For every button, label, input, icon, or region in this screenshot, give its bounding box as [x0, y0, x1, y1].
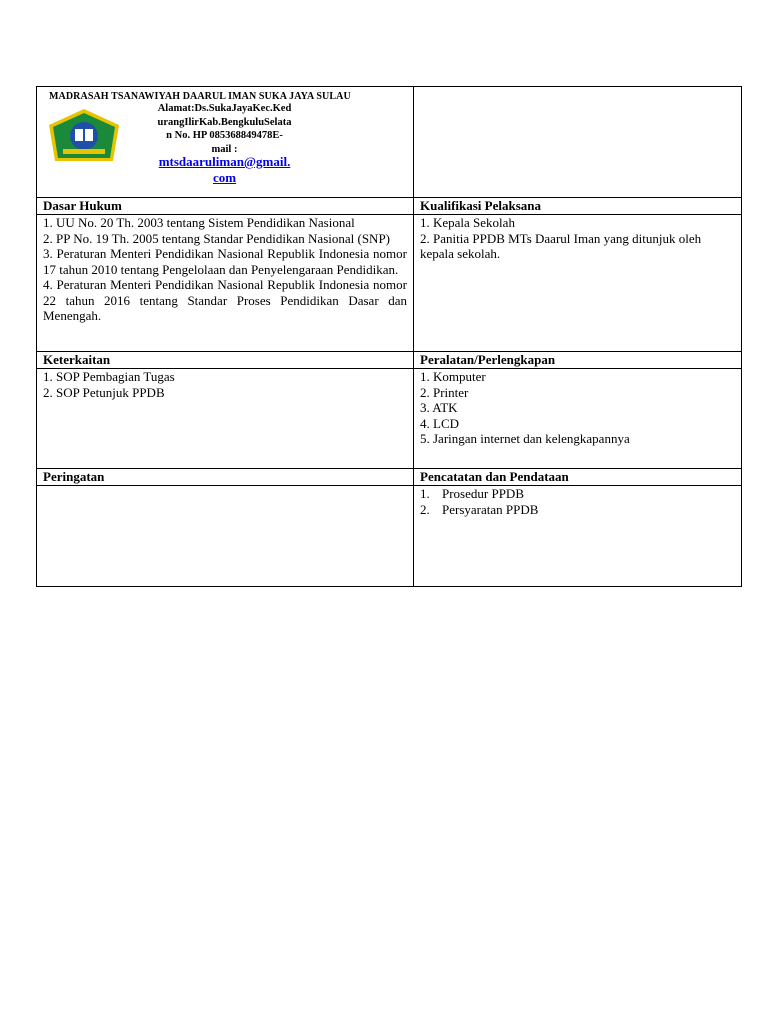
address-line: n No. HP 085368849478E-	[166, 130, 283, 141]
list-item: 1. Kepala Sekolah	[420, 215, 515, 230]
pencatatan-title: Pencatatan dan Pendataan	[414, 469, 742, 486]
dasar-hukum-title: Dasar Hukum	[37, 198, 414, 215]
keterkaitan-list	[37, 369, 414, 469]
list-number: 1.	[420, 486, 430, 501]
list-item: 1. SOP Pembagian Tugas	[43, 369, 175, 384]
list-item: 3. Peraturan Menteri Pendidikan Nasional Republik Indonesia nomor 17 tahun 2010 tentang Pengelolaan dan Penyelengaraan Pendidikan.	[43, 246, 407, 277]
list-item: 2. PP No. 19 Th. 2005 tentang Standar Pendidikan Nasional (SNP)	[43, 230, 391, 246]
address-line: mail :	[211, 143, 238, 155]
list-item: 5. Jaringan internet dan kelengkapannya	[420, 431, 630, 446]
school-email-link[interactable]	[147, 154, 302, 185]
list-item: 3. ATK	[420, 400, 458, 415]
list-item: 4. LCD	[420, 415, 459, 431]
school-address	[147, 102, 302, 156]
list-number: 2.	[420, 501, 430, 517]
kualifikasi-list	[414, 215, 742, 352]
list-text: Prosedur PPDB	[442, 486, 524, 501]
list-item	[420, 502, 735, 518]
sop-table	[36, 86, 742, 587]
list-item	[420, 486, 735, 502]
email-line[interactable]: com	[212, 169, 237, 185]
list-item: 1. Komputer	[420, 369, 486, 384]
email-line[interactable]: mtsdaaruliman@gmail.	[158, 154, 291, 169]
peringatan-content	[37, 486, 414, 587]
school-emblem-icon	[45, 107, 123, 169]
address-line: urangIlirKab.BengkuluSelata	[157, 116, 292, 128]
list-item: 1. UU No. 20 Th. 2003 tentang Sistem Pendidikan Nasional	[43, 215, 355, 230]
school-name: MADRASAH TSANAWIYAH DAARUL IMAN SUKA JAYA SULAU	[49, 91, 351, 102]
header-empty-cell	[414, 87, 742, 198]
dasar-hukum-list	[37, 215, 414, 352]
list-item: 2. Printer	[420, 384, 469, 400]
keterkaitan-title: Keterkaitan	[37, 352, 414, 369]
list-text: Persyaratan PPDB	[442, 501, 539, 517]
list-item: 2. SOP Petunjuk PPDB	[43, 384, 165, 400]
school-header-cell	[37, 87, 414, 198]
list-item: 4. Peraturan Menteri Pendidikan Nasional Republik Indonesia nomor 22 tahun 2016 tentang Standar Proses Pendidikan Dasar dan Menengah.	[43, 277, 407, 323]
peringatan-title: Peringatan	[37, 469, 414, 486]
pencatatan-list	[414, 486, 742, 587]
address-line: Alamat:Ds.SukaJayaKec.Ked	[157, 103, 292, 114]
peralatan-list	[414, 369, 742, 469]
list-item: 2. Panitia PPDB MTs Daarul Iman yang ditunjuk oleh kepala sekolah.	[420, 230, 702, 261]
kualifikasi-title: Kualifikasi Pelaksana	[414, 198, 742, 215]
peralatan-title: Peralatan/Perlengkapan	[414, 352, 742, 369]
